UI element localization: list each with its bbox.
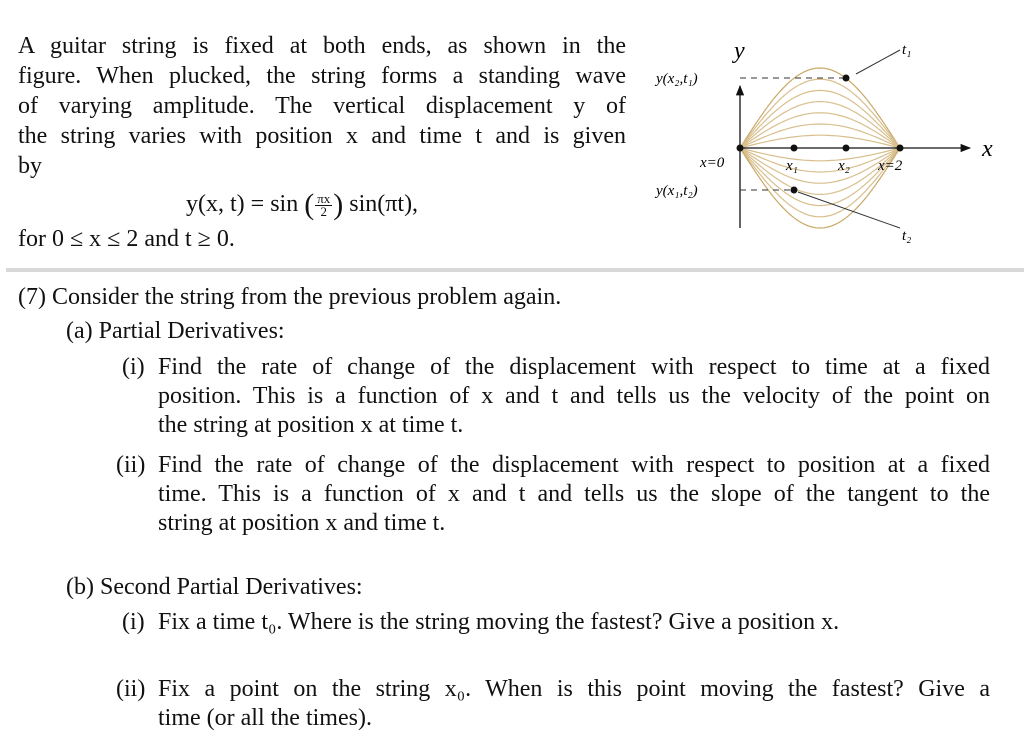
part-a-i-label: (i) (122, 354, 145, 380)
wave-curve (740, 148, 900, 194)
t1-label: t₁ (902, 42, 912, 58)
x-axis-label: x (982, 136, 993, 162)
domain-text: for 0 ≤ x ≤ 2 and t ≥ 0. (18, 226, 235, 252)
wave-curve (740, 68, 900, 148)
equation-fraction (315, 190, 332, 219)
y-axis-label: y (734, 38, 745, 64)
y-x2-t1-label: y(x₂,t₁) (656, 71, 698, 87)
fraction-numerator: πx (317, 190, 331, 206)
point-x0 (737, 145, 744, 152)
wave-curve (740, 148, 900, 228)
wave-equation: y(x, t) = sin ( $\frac{\pi x}{2}$ ) sin(πt), (186, 188, 419, 221)
point-y-x1-t2 (791, 187, 798, 194)
part-b-title: (b) Second Partial Derivatives: (66, 574, 363, 600)
intro-line-5: by (18, 153, 42, 179)
part-b-i-label: (i) (122, 609, 145, 635)
x2-label: x₂ (838, 158, 850, 174)
point-x1 (791, 145, 798, 152)
equation-lhs: y(x, t) = sin (186, 191, 299, 217)
point-y-x2-t1 (843, 75, 850, 82)
t2-label: t₂ (902, 228, 912, 244)
intro-line-2: figure. When plucked, the string forms a standing wave (18, 63, 626, 89)
part-b-ii-label: (ii) (116, 676, 146, 702)
part-a-title: (a) Partial Derivatives: (66, 318, 285, 344)
equation-rhs: sin(πt), (349, 191, 419, 217)
x-end-label: x=2 (878, 158, 903, 174)
wave-curve (740, 90, 900, 148)
section-divider (6, 268, 1024, 272)
y-x1-t2-label: y(x₁,t₂) (656, 183, 698, 199)
t1-pointer (856, 50, 900, 74)
problem-context-panel (0, 0, 1024, 270)
problem-heading: (7) Consider the string from the previous problem again. (18, 284, 562, 310)
standing-wave-figure (650, 34, 1024, 248)
wave-curve (740, 102, 900, 148)
part-b-ii-line-2: time (or all the times). (158, 705, 372, 731)
intro-line-4: the string varies with position x and time t and is given (18, 123, 626, 149)
intro-line-1: A guitar string is fixed at both ends, as shown in the (18, 33, 626, 59)
part-a-ii-line-3: string at position x and time t. (158, 510, 446, 536)
part-a-i-line-1: Find the rate of change of the displacement with respect to time at a fixed (158, 354, 990, 380)
part-a-ii-line-2: time. This is a function of x and t and tells us the slope of the tangent to the (158, 481, 990, 507)
x0-label: x=0 (700, 155, 725, 171)
part-a-ii-label: (ii) (116, 452, 146, 478)
part-a-ii-line-1: Find the rate of change of the displacement with respect to position at a fixed (158, 452, 990, 478)
part-a-i-line-2: position. This is a function of x and t and tells us the velocity of the point on (158, 383, 990, 409)
part-a-i-line-3: the string at position x at time t. (158, 412, 464, 438)
wave-curve (740, 148, 900, 206)
fraction-denominator: 2 (320, 203, 327, 219)
point-x2 (843, 145, 850, 152)
intro-line-3: of varying amplitude. The vertical displacement y of (18, 93, 626, 119)
part-b-i-line-1: Fix a time t₀. Where is the string moving the fastest? Give a position x. (158, 609, 840, 635)
t2-pointer (798, 192, 900, 228)
part-b-ii-line-1: Fix a point on the string x₀. When is this point moving the fastest? Give a (158, 676, 990, 702)
point-x-end (897, 145, 904, 152)
x1-label: x₁ (786, 158, 798, 174)
